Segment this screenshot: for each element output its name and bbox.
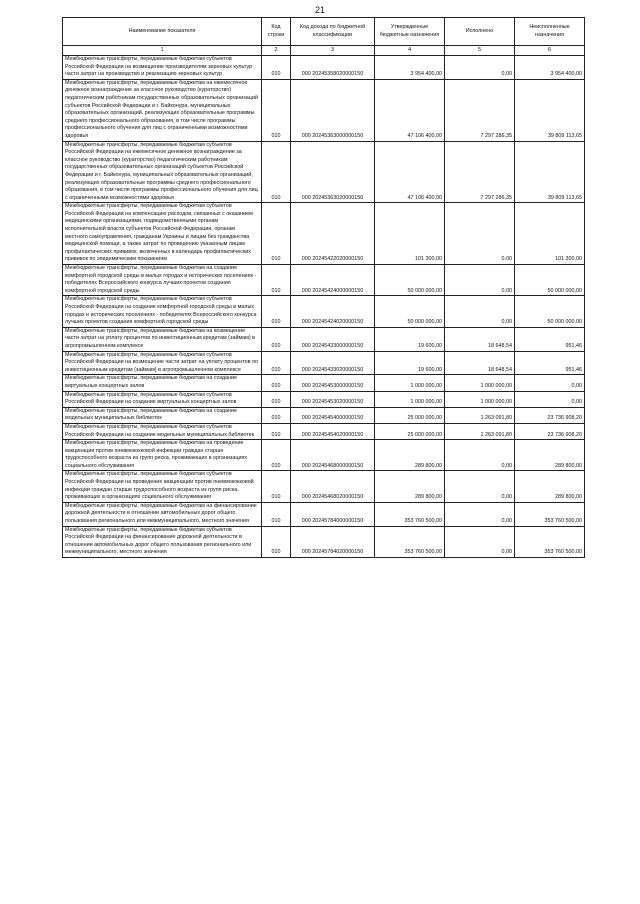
table-row	[63, 79, 585, 141]
line-code: 010	[262, 203, 291, 265]
line-code: 010	[262, 141, 291, 203]
indicator-name: Межбюджетные трансферты, передаваемые бюджетам субъектов Российской Федерации на возмещение части затрат на уплату процентов по инвестиционным кредитам (займам) в агропромышленном комплексе	[63, 351, 262, 375]
budget-classification-code: 000 20245433000000150	[291, 327, 375, 351]
table-row	[63, 502, 585, 526]
budget-classification-code: 000 20245468020000150	[291, 471, 375, 502]
budget-classification-code: 000 20245454000000150	[291, 407, 375, 423]
executed-amount: 1 263 091,80	[445, 423, 515, 439]
table-row	[63, 327, 585, 351]
indicator-name: Межбюджетные трансферты, передаваемые бюджетам субъектов Российской Федерации на создание виртуальных концертных залов	[63, 391, 262, 407]
executed-amount: 0,00	[445, 56, 515, 80]
header-unexecuted: Неисполненные назначения	[515, 18, 585, 46]
indicator-name: Межбюджетные трансферты, передаваемые бюджетам на возмещение части затрат на уплату процентов по инвестиционным кредитам (займам) в агропромышленном комплексе	[63, 327, 262, 351]
line-code: 010	[262, 265, 291, 296]
executed-amount: 0,00	[445, 265, 515, 296]
indicator-name: Межбюджетные трансферты, передаваемые бюджетам на проведение вакцинации против пневмококковой инфекции граждан старше трудоспособного возраста из групп риска, проживающих в организациях социального обслуживания	[63, 440, 262, 471]
line-code: 010	[262, 407, 291, 423]
column-number: 4	[375, 46, 445, 56]
unexecuted-amount: 50 000 000,00	[515, 265, 585, 296]
column-number: 5	[445, 46, 515, 56]
line-code: 010	[262, 327, 291, 351]
budget-execution-table	[62, 17, 585, 558]
executed-amount: 0,00	[445, 502, 515, 526]
budget-classification-code: 000 20245433020000150	[291, 351, 375, 375]
table-row	[63, 423, 585, 439]
budget-classification-code: 000 20245358020000150	[291, 56, 375, 80]
table-row	[63, 471, 585, 502]
unexecuted-amount: 0,00	[515, 391, 585, 407]
budget-classification-code: 000 20245363000000150	[291, 79, 375, 141]
indicator-name: Межбюджетные трансферты, передаваемые бюджетам субъектов Российской Федерации на компенсацию расходов, связанных с оказанием медицинскими организациями, подведомственными органам исполнительной власти субъектов Российской Федерации, органам местного самоуправления, гражданам Украины и лицам без гражданства медицинской помощи, а также затрат по проведению указанным лицам профилактических прививок, включенных в календарь профилактических прививок по эпидемическим показаниям	[63, 203, 262, 265]
unexecuted-amount: 951,46	[515, 351, 585, 375]
executed-amount: 1 263 091,80	[445, 407, 515, 423]
budget-classification-code: 000 20245424000000150	[291, 265, 375, 296]
unexecuted-amount: 0,00	[515, 375, 585, 391]
line-code: 010	[262, 502, 291, 526]
indicator-name: Межбюджетные трансферты, передаваемые бюджетам на ежемесячное денежное вознаграждение за классное руководство (кураторство) педагогическим работникам государственных образовательных организаций субъектов Российской Федерации и г. Байконура, муниципальных образовательных организаций, реализующих образовательные программы среднего профессионального образования, в том числе программы профессионального обучения для лиц с ограниченными возможностями здоровья	[63, 79, 262, 141]
indicator-name: Межбюджетные трансферты, передаваемые бюджетам субъектов Российской Федерации на создание комфортной городской среды в малых городах и исторических поселениях - победителях Всероссийского конкурса лучших проектов создания комфортной городской среды	[63, 296, 262, 327]
header-kbk: Код дохода по бюджетной классификации	[291, 18, 375, 46]
executed-amount: 1 000 000,00	[445, 375, 515, 391]
unexecuted-amount: 23 736 908,20	[515, 423, 585, 439]
line-code: 010	[262, 526, 291, 557]
approved-amount: 353 760 500,00	[375, 526, 445, 557]
header-executed: Исполнено	[445, 18, 515, 46]
approved-amount: 25 000 000,00	[375, 423, 445, 439]
table-row	[63, 407, 585, 423]
header-name: Наименование показателя	[63, 18, 262, 46]
indicator-name: Межбюджетные трансферты, передаваемые бюджетам на создание модельных муниципальных библиотек	[63, 407, 262, 423]
unexecuted-amount: 39 809 113,65	[515, 141, 585, 203]
table-row	[63, 440, 585, 471]
table-row	[63, 265, 585, 296]
page-number: 21	[314, 5, 325, 15]
indicator-name: Межбюджетные трансферты, передаваемые бюджетам на создание виртуальных концертных залов	[63, 375, 262, 391]
unexecuted-amount: 289 800,00	[515, 440, 585, 471]
indicator-name: Межбюджетные трансферты, передаваемые бюджетам субъектов Российской Федерации на создание модельных муниципальных библиотек	[63, 423, 262, 439]
table-row	[63, 391, 585, 407]
unexecuted-amount: 353 760 500,00	[515, 502, 585, 526]
indicator-name: Межбюджетные трансферты, передаваемые бюджетам субъектов Российской Федерации на проведение вакцинации против пневмококковой инфекции граждан старше трудоспособного возраста из групп риска, проживающих в организациях социального обслуживания	[63, 471, 262, 502]
executed-amount: 7 297 286,35	[445, 141, 515, 203]
budget-classification-code: 000 20245422020000150	[291, 203, 375, 265]
budget-classification-code: 000 20245454020000150	[291, 423, 375, 439]
executed-amount: 7 297 286,35	[445, 79, 515, 141]
unexecuted-amount: 39 809 113,65	[515, 79, 585, 141]
table-row	[63, 351, 585, 375]
table-row	[63, 296, 585, 327]
table-row	[63, 526, 585, 557]
budget-classification-code: 000 20245363020000150	[291, 141, 375, 203]
unexecuted-amount: 50 000 000,00	[515, 296, 585, 327]
executed-amount: 0,00	[445, 440, 515, 471]
line-code: 010	[262, 56, 291, 80]
approved-amount: 50 000 000,00	[375, 265, 445, 296]
column-number: 1	[63, 46, 262, 56]
unexecuted-amount: 101 300,00	[515, 203, 585, 265]
executed-amount: 0,00	[445, 471, 515, 502]
indicator-name: Межбюджетные трансферты, передаваемые бюджетам на создание комфортной городской среды в малых городах и исторических поселениях - победителях Всероссийского конкурса лучших проектов создания комфортной городской среды	[63, 265, 262, 296]
line-code: 010	[262, 79, 291, 141]
header-approved: Утвержденные бюджетные назначения	[375, 18, 445, 46]
approved-amount: 19 600,00	[375, 351, 445, 375]
indicator-name: Межбюджетные трансферты, передаваемые бюджетам субъектов Российской Федерации на финансирование дорожной деятельности в отношении автомобильных дорог общего пользования регионального или межмуниципального, местного значения	[63, 526, 262, 557]
table-row	[63, 56, 585, 80]
unexecuted-amount: 23 736 908,20	[515, 407, 585, 423]
approved-amount: 19 600,00	[375, 327, 445, 351]
indicator-name: Межбюджетные трансферты, передаваемые бюджетам субъектов Российской Федерации на ежемесячное денежное вознаграждение за классное руководство (кураторство) педагогическим работникам государственных образовательных организаций субъектов Российской Федерации и г. Байконура, муниципальных образовательных организаций, реализующих образовательные программы среднего профессионального образования, в том числе программы профессионального обучения для лиц с ограниченными возможностями здоровья	[63, 141, 262, 203]
line-code: 010	[262, 440, 291, 471]
budget-classification-code: 000 20245784020000150	[291, 526, 375, 557]
table-body	[63, 56, 585, 558]
approved-amount: 101 300,00	[375, 203, 445, 265]
column-number: 6	[515, 46, 585, 56]
budget-classification-code: 000 20245453000000150	[291, 375, 375, 391]
line-code: 010	[262, 296, 291, 327]
executed-amount: 0,00	[445, 526, 515, 557]
approved-amount: 289 800,00	[375, 471, 445, 502]
approved-amount: 47 106 400,00	[375, 141, 445, 203]
executed-amount: 0,00	[445, 203, 515, 265]
budget-classification-code: 000 20245453020000150	[291, 391, 375, 407]
budget-classification-code: 000 20245468000000150	[291, 440, 375, 471]
line-code: 010	[262, 391, 291, 407]
approved-amount: 289 800,00	[375, 440, 445, 471]
indicator-name: Межбюджетные трансферты, передаваемые бюджетам субъектов Российской Федерации на возмещение производителям зерновых культур части затрат на производство и реализацию зерновых культур	[63, 56, 262, 80]
approved-amount: 3 954 400,00	[375, 56, 445, 80]
header-row	[63, 18, 585, 46]
column-number: 3	[291, 46, 375, 56]
executed-amount: 0,00	[445, 296, 515, 327]
executed-amount: 18 648,54	[445, 351, 515, 375]
budget-classification-code: 000 20245784000000150	[291, 502, 375, 526]
executed-amount: 1 000 000,00	[445, 391, 515, 407]
line-code: 010	[262, 375, 291, 391]
header-code: Код строки	[262, 18, 291, 46]
unexecuted-amount: 951,46	[515, 327, 585, 351]
executed-amount: 18 648,54	[445, 327, 515, 351]
line-code: 010	[262, 423, 291, 439]
column-number-row	[63, 46, 585, 56]
line-code: 010	[262, 351, 291, 375]
approved-amount: 1 000 000,00	[375, 375, 445, 391]
approved-amount: 50 000 000,00	[375, 296, 445, 327]
budget-classification-code: 000 20245424020000150	[291, 296, 375, 327]
table-row	[63, 203, 585, 265]
table-row	[63, 375, 585, 391]
approved-amount: 25 000 000,00	[375, 407, 445, 423]
column-number: 2	[262, 46, 291, 56]
approved-amount: 353 760 500,00	[375, 502, 445, 526]
table-row	[63, 141, 585, 203]
approved-amount: 47 106 400,00	[375, 79, 445, 141]
indicator-name: Межбюджетные трансферты, передаваемые бюджетам на финансирование дорожной деятельности в отношении автомобильных дорог общего пользования регионального или межмуниципального, местного значения	[63, 502, 262, 526]
approved-amount: 1 000 000,00	[375, 391, 445, 407]
unexecuted-amount: 289 800,00	[515, 471, 585, 502]
line-code: 010	[262, 471, 291, 502]
unexecuted-amount: 3 954 400,00	[515, 56, 585, 80]
unexecuted-amount: 353 760 500,00	[515, 526, 585, 557]
